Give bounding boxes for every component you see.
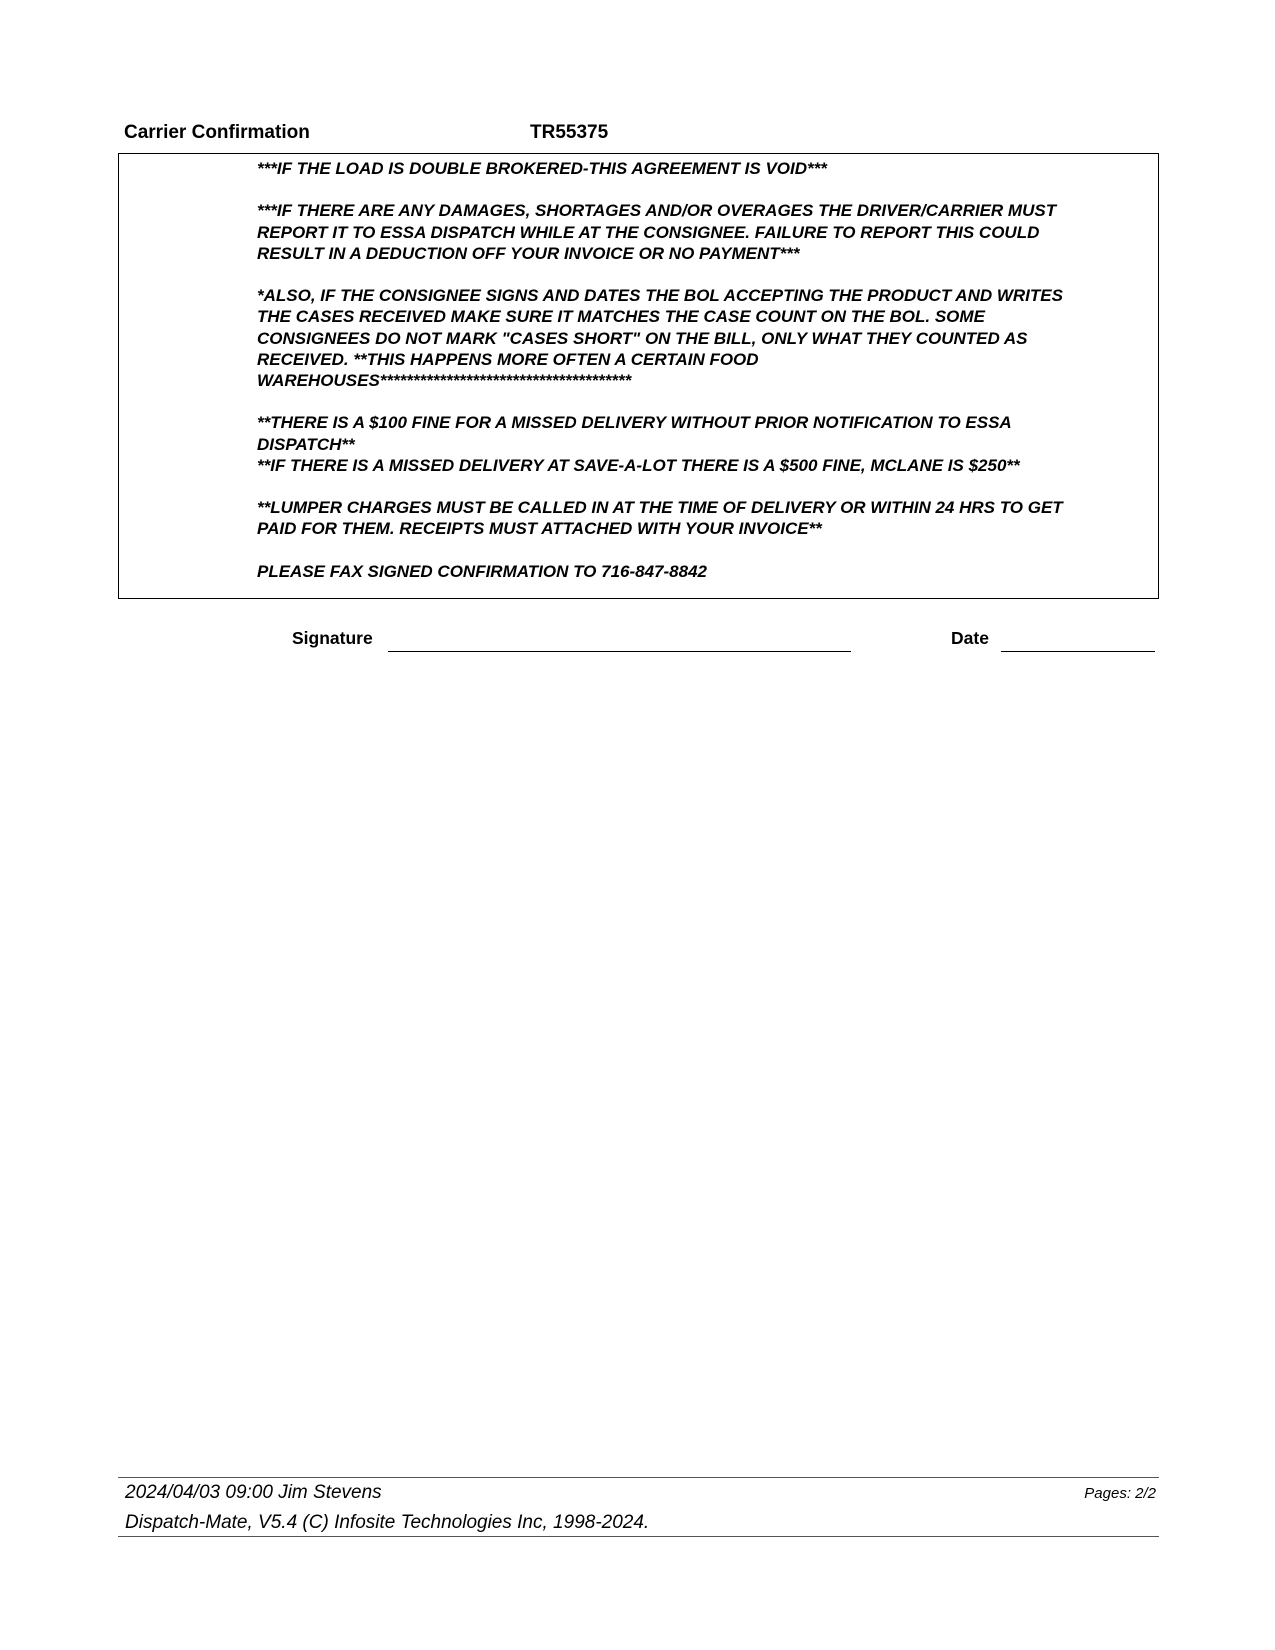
terms-list — [257, 158, 1157, 582]
page-counter: Pages: 2/2 — [1084, 1485, 1156, 1502]
footer-divider-top — [118, 1477, 1159, 1478]
footer-copyright: Dispatch-Mate, V5.4 (C) Infosite Technologies Inc, 1998-2024. — [125, 1512, 650, 1533]
term-lumper-charges: **LUMPER CHARGES MUST BE CALLED IN AT THE TIME OF DELIVERY OR WITHIN 24 HRS TO GET PAID FOR THEM. RECEIPTS MUST ATTACHED WITH YOUR INVOICE** — [257, 498, 1063, 539]
term-double-brokered: ***IF THE LOAD IS DOUBLE BROKERED-THIS AGREEMENT IS VOID*** — [257, 159, 827, 178]
terms-box — [118, 153, 1159, 599]
date-line[interactable] — [1001, 651, 1155, 652]
document-title: Carrier Confirmation — [124, 122, 310, 143]
confirmation-number: TR55375 — [530, 122, 609, 143]
term-fax-instruction: PLEASE FAX SIGNED CONFIRMATION TO 716-847-8842 — [257, 561, 707, 581]
signature-line[interactable] — [388, 651, 851, 652]
term-save-a-lot-fine: **IF THERE IS A MISSED DELIVERY AT SAVE-A-LOT THERE IS A $500 FINE, MCLANE IS $250** — [257, 455, 1020, 475]
term-damages-shortages: ***IF THERE ARE ANY DAMAGES, SHORTAGES AND/OR OVERAGES THE DRIVER/CARRIER MUST REPORT IT TO ESSA DISPATCH WHILE AT THE CONSIGNEE. FAILURE TO REPORT THIS COULD RESULT IN A DEDUCTION OFF YOUR INVOICE OR NO PAYMENT*** — [257, 201, 1057, 263]
footer-timestamp: 2024/04/03 09:00 Jim Stevens — [125, 1482, 382, 1503]
term-missed-delivery-fine: **THERE IS A $100 FINE FOR A MISSED DELIVERY WITHOUT PRIOR NOTIFICATION TO ESSA DISPATCH** — [257, 413, 1012, 454]
term-consignee-bol: *ALSO, IF THE CONSIGNEE SIGNS AND DATES THE BOL ACCEPTING THE PRODUCT AND WRITES THE CASES RECEIVED MAKE SURE IT MATCHES THE CASE COUNT ON THE BOL. SOME CONSIGNEES DO NOT MARK "CASES SHORT" ON THE BILL, ONLY WHAT THEY COUNTED AS RECEIVED. **THIS HAPPENS MORE OFTEN A CERTAIN FOOD WAREHOUSES************************************** — [257, 286, 1063, 390]
signature-label: Signature — [292, 628, 373, 648]
date-label: Date — [951, 628, 989, 648]
footer-divider-bottom — [118, 1536, 1159, 1537]
